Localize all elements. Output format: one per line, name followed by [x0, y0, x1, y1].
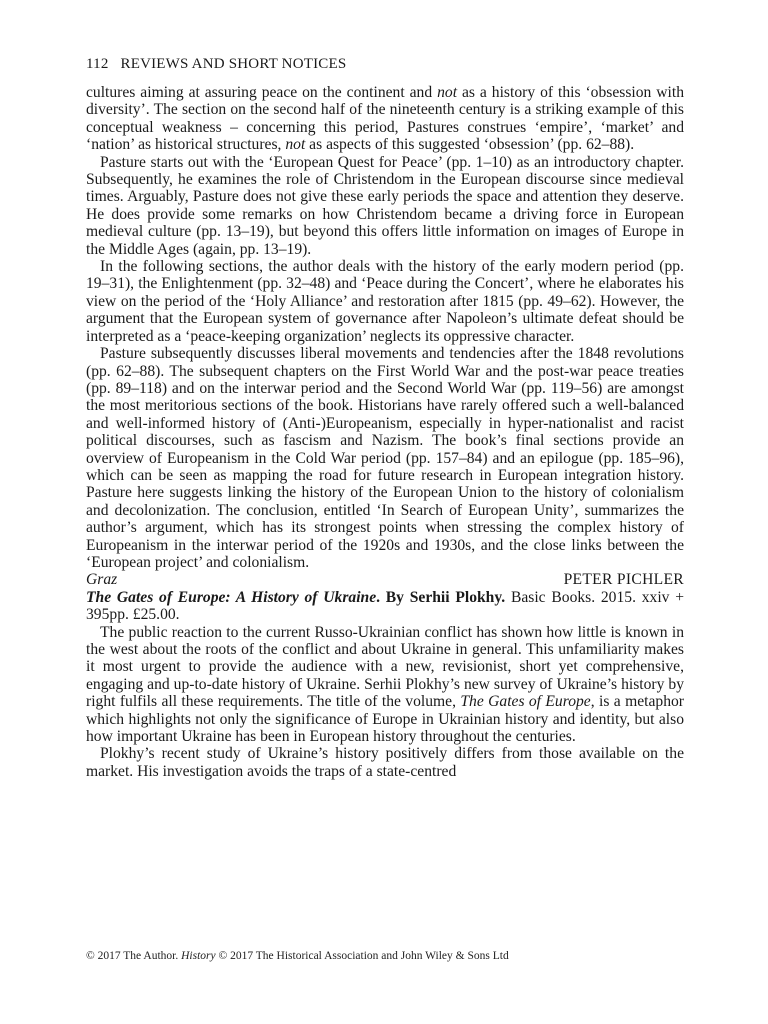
review1-paragraph-1: cultures aiming at assuring peace on the continent and not as a history of this ‘obsession with diversity’. The section on the second half of the nineteenth century is a striking example of this conceptual weakness – concerning this period, Pastures construes ‘empire’, ‘market’ and ‘nation’ as historical structures, not as aspects of this suggested ‘obsession’ (pp. 62–88).	[86, 84, 684, 154]
running-title: REVIEWS AND SHORT NOTICES	[120, 56, 347, 72]
page-number: 112	[86, 56, 109, 72]
review1-signature	[86, 571, 684, 588]
reviewer-location: Graz	[86, 571, 118, 589]
copyright-footer: © 2017 The Author. History © 2017 The Historical Association and John Wiley & Sons Ltd	[86, 950, 509, 962]
reviewer-name: PETER PICHLER	[563, 571, 684, 589]
review1-paragraph-4: Pasture subsequently discusses liberal movements and tendencies after the 1848 revolutions (pp. 62–88). The subsequent chapters on the First World War and the post-war peace treaties (pp. 89–118) and on the interwar period and the Second World War (pp. 119–56) are amongst the most meritorious sections of the book. Historians have rarely offered such a well-balanced and well-informed history of (Anti-)Europeanism, especially in hyper-nationalist and racist political discourses, such as fascism and Nazism. The book’s final sections provide an overview of Europeanism in the Cold War period (pp. 157–84) and an epilogue (pp. 185–96), which can be seen as mapping the road for future research in European integration history. Pasture here suggests linking the history of the European Union to the history of colonialism and decolonization. The conclusion, entitled ‘In Search of European Unity’, summarizes the author’s argument, which has its strongest points when stressing the complex history of Europeanism in the interwar period of the 1920s and 1930s, and the close links between the ‘European project’ and colonialism.	[86, 345, 684, 571]
review2-heading	[86, 589, 684, 624]
review2-paragraph-2: Plokhy’s recent study of Ukraine’s history positively differs from those available on the market. His investigation avoids the traps of a state-centred	[86, 745, 684, 780]
book-title: The Gates of Europe: A History of Ukraine	[86, 588, 377, 606]
book-author: . By Serhii Plokhy.	[376, 588, 506, 606]
review1-paragraph-2: Pasture starts out with the ‘European Quest for Peace’ (pp. 1–10) as an introductory chapter. Subsequently, he examines the role of Christendom in the European discourse since medieval times. Arguably, Pasture does not give these early periods the space and attention they deserve. He does provide some remarks on how Christendom became a driving force in European medieval culture (pp. 13–19), but beyond this offers little information on images of Europe in the Middle Ages (again, pp. 13–19).	[86, 153, 684, 258]
running-head	[86, 56, 346, 73]
publication-details: Basic Books. 2015. xxiv + 395pp. £25.00.	[86, 588, 685, 624]
review1-paragraph-3: In the following sections, the author deals with the history of the early modern period (pp. 19–31), the Enlightenment (pp. 32–48) and ‘Peace during the Concert’, where he elaborates his view on the period of the ‘Holy Alliance’ and restoration after 1815 (pp. 49–62). However, the argument that the European system of governance after Napoleon’s ultimate defeat should be interpreted as a ‘peace-keeping organization’ neglects its oppressive character.	[86, 258, 684, 345]
review2-paragraph-1: The public reaction to the current Russo-Ukrainian conflict has shown how little is known in the west about the roots of the conflict and about Ukraine in general. This unfamiliarity makes it most urgent to provide the audience with a new, revisionist, short yet comprehensive, engaging and up-to-date history of Ukraine. Serhii Plokhy’s new survey of Ukraine’s history by right fulfils all these requirements. The title of the volume, The Gates of Europe, is a metaphor which highlights not only the significance of Europe in Ukrainian history and identity, but also how important Ukraine has been in European history throughout the centuries.	[86, 623, 684, 746]
body-column	[86, 84, 684, 780]
